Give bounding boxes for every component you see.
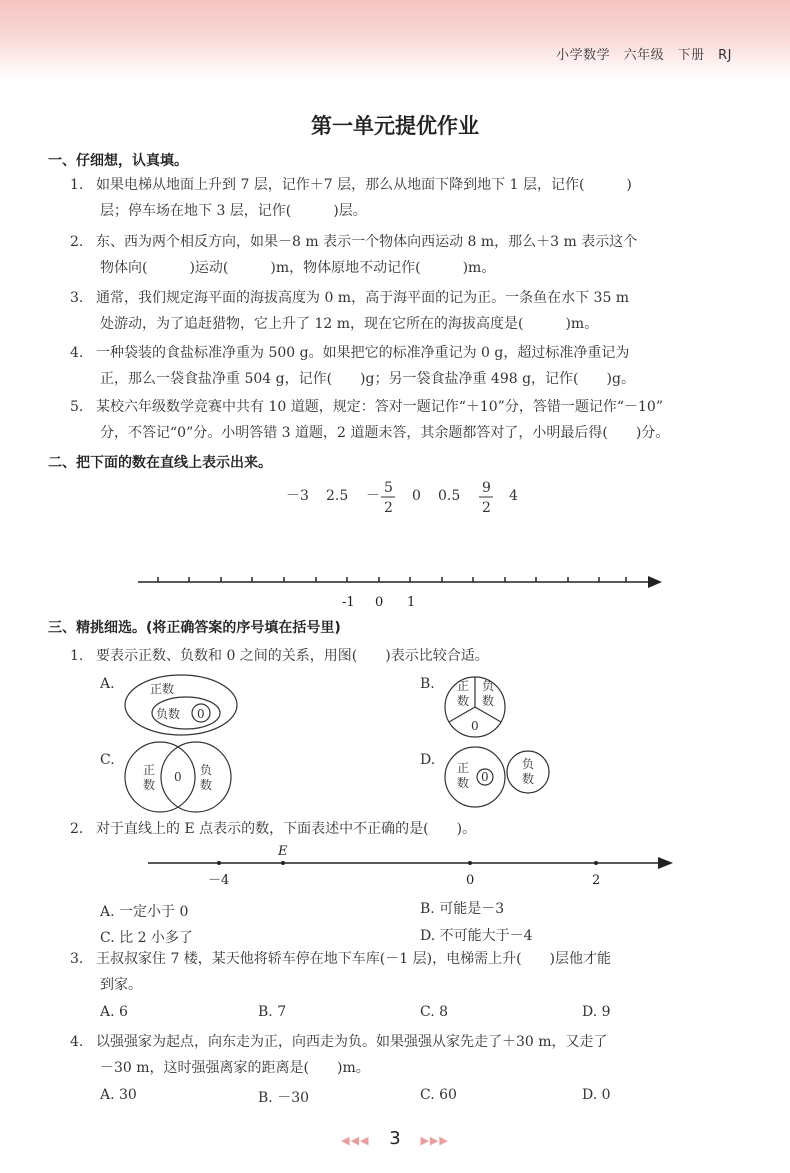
option-c-label: C. <box>100 752 115 768</box>
q-text: 王叔叔家住 7 楼，某天他将轿车停在地下车库(－1 层)，电梯需上升( )层他才能 <box>96 951 612 967</box>
section1-heading: 一、仔细想，认真填。 <box>48 153 188 169</box>
q-text: 对于直线上的 E 点表示的数，下面表述中不正确的是( )。 <box>96 821 477 837</box>
q-number: 4. <box>70 345 84 361</box>
number-set-and-line <box>0 470 790 615</box>
q-number: 1. <box>70 648 84 664</box>
number-0: 0 <box>412 488 421 504</box>
venn-diagram-options <box>0 668 790 818</box>
number-line <box>138 576 662 588</box>
label-number: 数 <box>457 776 470 790</box>
option-b-label: B. <box>420 676 435 692</box>
label-negative: 负数 <box>156 707 181 721</box>
tick-label-0: 0 <box>375 595 384 610</box>
q-number: 3. <box>70 290 84 306</box>
q2-option-d: D. 不可能大于－4 <box>420 928 533 944</box>
q-number: 3. <box>70 951 84 967</box>
q-number: 2. <box>70 821 84 837</box>
s3-question-3 <box>70 946 735 998</box>
label-e: E <box>278 844 288 859</box>
label-number: 数 <box>457 694 470 708</box>
q2-option-b: B. 可能是－3 <box>420 901 505 917</box>
option-a-label: A. <box>100 676 115 692</box>
q-text: －30 m，这时强强离家的距离是( )m。 <box>100 1060 370 1076</box>
label-negative: 负 <box>482 679 495 693</box>
header-band <box>0 0 790 80</box>
label-neg4: －4 <box>208 873 230 888</box>
label-positive: 正 <box>457 679 470 693</box>
number-0-5: 0.5 <box>438 488 461 504</box>
point-e <box>281 861 285 865</box>
label-negative: 负 <box>522 757 535 771</box>
q4-option-d: D. 0 <box>582 1087 611 1103</box>
page-title: 第一单元提优作业 <box>311 114 479 138</box>
label-zero: 0 <box>471 719 479 733</box>
fraction-denominator: 2 <box>384 500 393 516</box>
s3-question-2 <box>70 816 735 842</box>
label-number: 数 <box>522 772 535 786</box>
s1-question-4 <box>70 340 735 392</box>
point-neg4 <box>217 861 221 865</box>
q4-option-a: A. 30 <box>100 1087 137 1103</box>
q3-option-c: C. 8 <box>420 1004 449 1020</box>
q-number: 5. <box>70 399 84 415</box>
s1-question-2 <box>70 229 735 281</box>
label-zero: 0 <box>197 707 205 721</box>
option-d-label: D. <box>420 752 436 768</box>
fraction-numerator: 5 <box>384 480 393 496</box>
q2-option-c: C. 比 2 小多了 <box>100 930 193 946</box>
label-positive: 正 <box>143 763 156 777</box>
section2-heading: 二、把下面的数在直线上表示出来。 <box>48 455 272 471</box>
q-number: 1. <box>70 177 84 193</box>
label-number: 数 <box>200 778 213 792</box>
tick-label-1: 1 <box>407 595 416 610</box>
q-number: 4. <box>70 1034 84 1050</box>
tick-label-neg1: -1 <box>342 595 355 610</box>
q-text: 处游动，为了追赶猎物，它上升了 12 m，现在它所在的海拔高度是( )m。 <box>100 316 599 332</box>
q-text: 分，不答记“0”分。小明答错 3 道题，2 道题未答，其余题都答对了，小明最后得( )分。 <box>100 425 670 441</box>
q3-option-d: D. 9 <box>582 1004 611 1020</box>
q-text: 东、西为两个相反方向，如果－8 m 表示一个物体向西运动 8 m，那么＋3 m 表示这个 <box>96 234 638 250</box>
q-text: 通常，我们规定海平面的海拔高度为 0 m，高于海平面的记为正。一条鱼在水下 35 m <box>96 290 630 306</box>
section3-heading: 三、精挑细选。(将正确答案的序号填在括号里) <box>48 620 341 636</box>
s3-question-1 <box>70 643 735 669</box>
fraction-denominator: 2 <box>482 500 491 516</box>
q-text: 到家。 <box>100 977 142 993</box>
q-text: 某校六年级数学竞赛中共有 10 道题，规定：答对一题记作“＋10”分，答错一题记作“－10” <box>96 399 663 415</box>
number-2-5: 2.5 <box>326 488 349 504</box>
s3-question-4 <box>70 1029 735 1081</box>
q2-option-a: A. 一定小于 0 <box>100 904 189 920</box>
q4-option-c: C. 60 <box>420 1087 457 1103</box>
right-arrows-icon: ▶▶▶ <box>420 1134 449 1147</box>
label-positive: 正 <box>457 761 470 775</box>
label-number: 数 <box>482 694 495 708</box>
label-positive: 正数 <box>150 682 175 696</box>
label-zero: 0 <box>481 770 489 784</box>
header-text: 小学数学 六年级 下册 RJ <box>556 48 732 63</box>
fraction-numerator: 9 <box>482 480 491 496</box>
page-number: 3 <box>389 1128 401 1149</box>
point-2 <box>594 861 598 865</box>
s1-question-5 <box>70 394 735 446</box>
q-text: 物体向( )运动( )m，物体原地不动记作( )m。 <box>100 260 496 276</box>
label-zero: 0 <box>174 770 182 784</box>
left-arrows-icon: ◀◀◀ <box>341 1134 370 1147</box>
label-negative: 负 <box>200 763 213 777</box>
q-text: 正，那么一袋食盐净重 504 g，记作( )g；另一袋食盐净重 498 g，记作( )g。 <box>100 371 635 387</box>
label-0: 0 <box>466 873 475 888</box>
number-4: 4 <box>509 488 518 504</box>
s1-question-3 <box>70 285 735 337</box>
point-0 <box>468 861 472 865</box>
label-2: 2 <box>592 873 601 888</box>
q3-option-b: B. 7 <box>258 1004 287 1020</box>
q-text: 要表示正数、负数和 0 之间的关系，用图( )表示比较合适。 <box>96 648 489 664</box>
s1-question-1 <box>70 172 735 224</box>
q4-option-b: B. －30 <box>258 1090 310 1106</box>
number-neg-frac-sign: － <box>366 488 380 504</box>
q-text: 如果电梯从地面上升到 7 层，记作＋7 层，那么从地面下降到地下 1 层，记作( ) <box>96 177 632 193</box>
diagram-a <box>125 675 237 735</box>
label-number: 数 <box>143 778 156 792</box>
e-number-line <box>0 843 790 888</box>
number-neg3: －3 <box>286 488 309 504</box>
q-text: 一种袋装的食盐标准净重为 500 g。如果把它的标准净重记为 0 g，超过标准净重记为 <box>96 345 630 361</box>
page-footer <box>0 1128 790 1149</box>
q-text: 层；停车场在地下 3 层，记作( )层。 <box>100 203 367 219</box>
q-text: 以强强家为起点，向东走为正，向西走为负。如果强强从家先走了＋30 m，又走了 <box>96 1034 608 1050</box>
q3-option-a: A. 6 <box>100 1004 128 1020</box>
q-number: 2. <box>70 234 84 250</box>
